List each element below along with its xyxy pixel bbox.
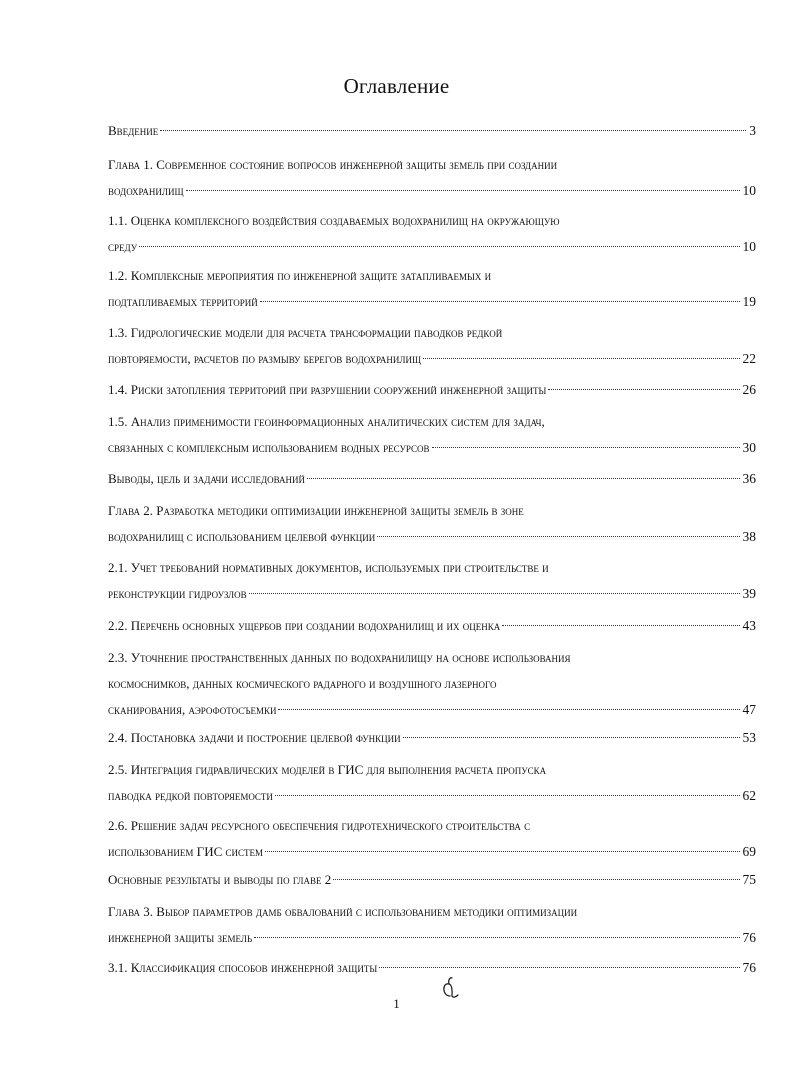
toc-entry-line	[108, 320, 756, 346]
toc-entry-line	[108, 671, 756, 697]
toc-entry-text: 1.4. Риски затопления территорий при разрушении сооружений инженерной защиты	[108, 382, 547, 397]
toc-entry-text: водохранилищ	[108, 183, 184, 198]
toc-entry	[108, 409, 756, 461]
toc-leader-dots	[160, 130, 746, 131]
toc-entry-text: подтапливаемых территорий	[108, 294, 258, 309]
toc-leader-dots	[403, 737, 740, 738]
toc-page-number: 19	[742, 294, 756, 309]
toc-page-number: 3	[749, 123, 756, 138]
toc-entry-text: 1.5. Анализ применимости геоинформационных аналитических систем для задач,	[108, 414, 545, 429]
toc-entry-text: 3.1. Классификация способов инженерной защиты	[108, 960, 378, 975]
toc-entry-text: 2.3. Уточнение пространственных данных по водохранилищу на основе использования	[108, 650, 571, 665]
toc-entry-last-line	[108, 613, 756, 639]
toc-entry-text: реконструкции гидроузлов	[108, 586, 247, 601]
toc-entry	[108, 377, 756, 403]
toc-entry-text: Глава 2. Разработка методики оптимизации инженерной защиты земель в зоне	[108, 503, 524, 518]
toc-entry-line	[108, 152, 756, 178]
toc-page-number: 43	[742, 618, 756, 633]
toc-page-number: 38	[742, 529, 756, 544]
toc-entry-line	[108, 263, 756, 289]
toc-entry-text: космоснимков, данных космического радарного и воздушного лазерного	[108, 676, 497, 691]
toc-entry-last-line	[108, 783, 756, 809]
toc-leader-dots	[186, 190, 740, 191]
toc-entry-line	[108, 645, 756, 671]
toc-entry-text: паводка редкой повторяемости	[108, 788, 273, 803]
toc-entry-text: 1.3. Гидрологические модели для расчета трансформации паводков редкой	[108, 325, 503, 340]
toc-entry-text: среду	[108, 239, 138, 254]
toc-entry-text: повторяемости, расчетов по размыву берегов водохранилищ	[108, 351, 422, 366]
toc-leader-dots	[249, 593, 740, 594]
toc-leader-dots	[502, 625, 739, 626]
toc-page-number: 26	[742, 382, 756, 397]
toc-entry	[108, 813, 756, 865]
toc-entry-last-line	[108, 178, 756, 204]
toc-entry-text: 2.4. Постановка задачи и построение целевой функции	[108, 730, 401, 745]
toc-entry	[108, 955, 756, 981]
toc-entry-last-line	[108, 955, 756, 981]
toc-entry	[108, 725, 756, 751]
toc-entry	[108, 645, 756, 723]
toc-page-number: 22	[742, 351, 756, 366]
toc-leader-dots	[548, 389, 739, 390]
toc-entry	[108, 899, 756, 951]
toc-page-number: 39	[742, 586, 756, 601]
toc-entry-last-line	[108, 581, 756, 607]
toc-leader-dots	[307, 478, 739, 479]
toc-entry-text: Основные результаты и выводы по главе 2	[108, 872, 332, 887]
toc-entry-last-line	[108, 725, 756, 751]
toc-entry-last-line	[108, 697, 756, 723]
toc-entry	[108, 118, 756, 144]
toc-entry-line	[108, 555, 756, 581]
toc-entry-last-line	[108, 867, 756, 893]
toc-page-number: 53	[742, 730, 756, 745]
toc-entry-last-line	[108, 346, 756, 372]
toc-entry-line	[108, 757, 756, 783]
toc-page-number: 62	[742, 788, 756, 803]
toc-entry	[108, 613, 756, 639]
toc-page-number: 47	[742, 702, 756, 717]
toc-entry-text: Глава 1. Современное состояние вопросов инженерной защиты земель при создании	[108, 157, 558, 172]
toc-entry-line	[108, 498, 756, 524]
toc-entry	[108, 263, 756, 315]
toc-entry-last-line	[108, 118, 756, 144]
toc-entry-text: связанных с комплексным использованием водных ресурсов	[108, 440, 430, 455]
toc-page-number: 76	[742, 960, 756, 975]
toc-entry-line	[108, 813, 756, 839]
toc-entry-text: 1.1. Оценка комплексного воздействия создаваемых водохранилищ на окружающую	[108, 213, 560, 228]
toc-entry-text: 2.1. Учет требований нормативных документов, используемых при строительстве и	[108, 560, 549, 575]
toc-entry-text: 2.5. Интеграция гидравлических моделей в ГИС для выполнения расчета пропуска	[108, 762, 547, 777]
toc-leader-dots	[432, 447, 740, 448]
toc-entry	[108, 320, 756, 372]
toc-entry-line	[108, 899, 756, 925]
toc-leader-dots	[333, 879, 739, 880]
toc-entry-text: использованием ГИС систем	[108, 844, 264, 859]
toc-page-number: 10	[742, 183, 756, 198]
toc-entry-text: Выводы, цель и задачи исследований	[108, 471, 306, 486]
toc-entry-text: 2.6. Решение задач ресурсного обеспечения гидротехнического строительства с	[108, 818, 531, 833]
toc-entry-text: Введение	[108, 123, 159, 138]
toc-entry-last-line	[108, 466, 756, 492]
toc-entry-last-line	[108, 289, 756, 315]
toc-entry-text: инженерной защиты земель	[108, 930, 253, 945]
toc-entry	[108, 208, 756, 260]
toc-leader-dots	[139, 246, 739, 247]
toc-page-number: 75	[742, 872, 756, 887]
toc-entry-last-line	[108, 839, 756, 865]
toc-entry	[108, 466, 756, 492]
toc-page-number: 76	[742, 930, 756, 945]
toc-entry-text: Глава 3. Выбор параметров дамб обвалований с использованием методики оптимизации	[108, 904, 578, 919]
toc-entry-last-line	[108, 377, 756, 403]
toc-entry-text: 2.2. Перечень основных ущербов при создании водохранилищ и их оценка	[108, 618, 501, 633]
toc-entry-last-line	[108, 234, 756, 260]
toc-entry-last-line	[108, 435, 756, 461]
page-number: 1	[393, 996, 400, 1011]
page-title: Оглавление	[343, 74, 450, 98]
toc-entry	[108, 555, 756, 607]
toc-entry	[108, 152, 756, 204]
toc-leader-dots	[254, 937, 739, 938]
toc-leader-dots	[423, 358, 739, 359]
toc-leader-dots	[260, 301, 740, 302]
toc-entry	[108, 867, 756, 893]
toc-leader-dots	[265, 851, 739, 852]
toc-leader-dots	[278, 709, 739, 710]
toc-entry-last-line	[108, 925, 756, 951]
toc-leader-dots	[379, 967, 739, 968]
toc-leader-dots	[377, 536, 739, 537]
toc-entry-last-line	[108, 524, 756, 550]
toc-entry-line	[108, 409, 756, 435]
toc-entry-text: водохранилищ с использованием целевой функции	[108, 529, 376, 544]
toc-entry-text: сканирования, аэрофотосъемки	[108, 702, 277, 717]
toc-leader-dots	[275, 795, 740, 796]
toc-page-number: 69	[742, 844, 756, 859]
toc-entry-line	[108, 208, 756, 234]
toc-entry-text: 1.2. Комплексные мероприятия по инженерной защите затапливаемых и	[108, 268, 492, 283]
toc-entry	[108, 757, 756, 809]
toc-page-number: 10	[742, 239, 756, 254]
toc-page-number: 36	[742, 471, 756, 486]
toc-page-number: 30	[742, 440, 756, 455]
toc-entry	[108, 498, 756, 550]
